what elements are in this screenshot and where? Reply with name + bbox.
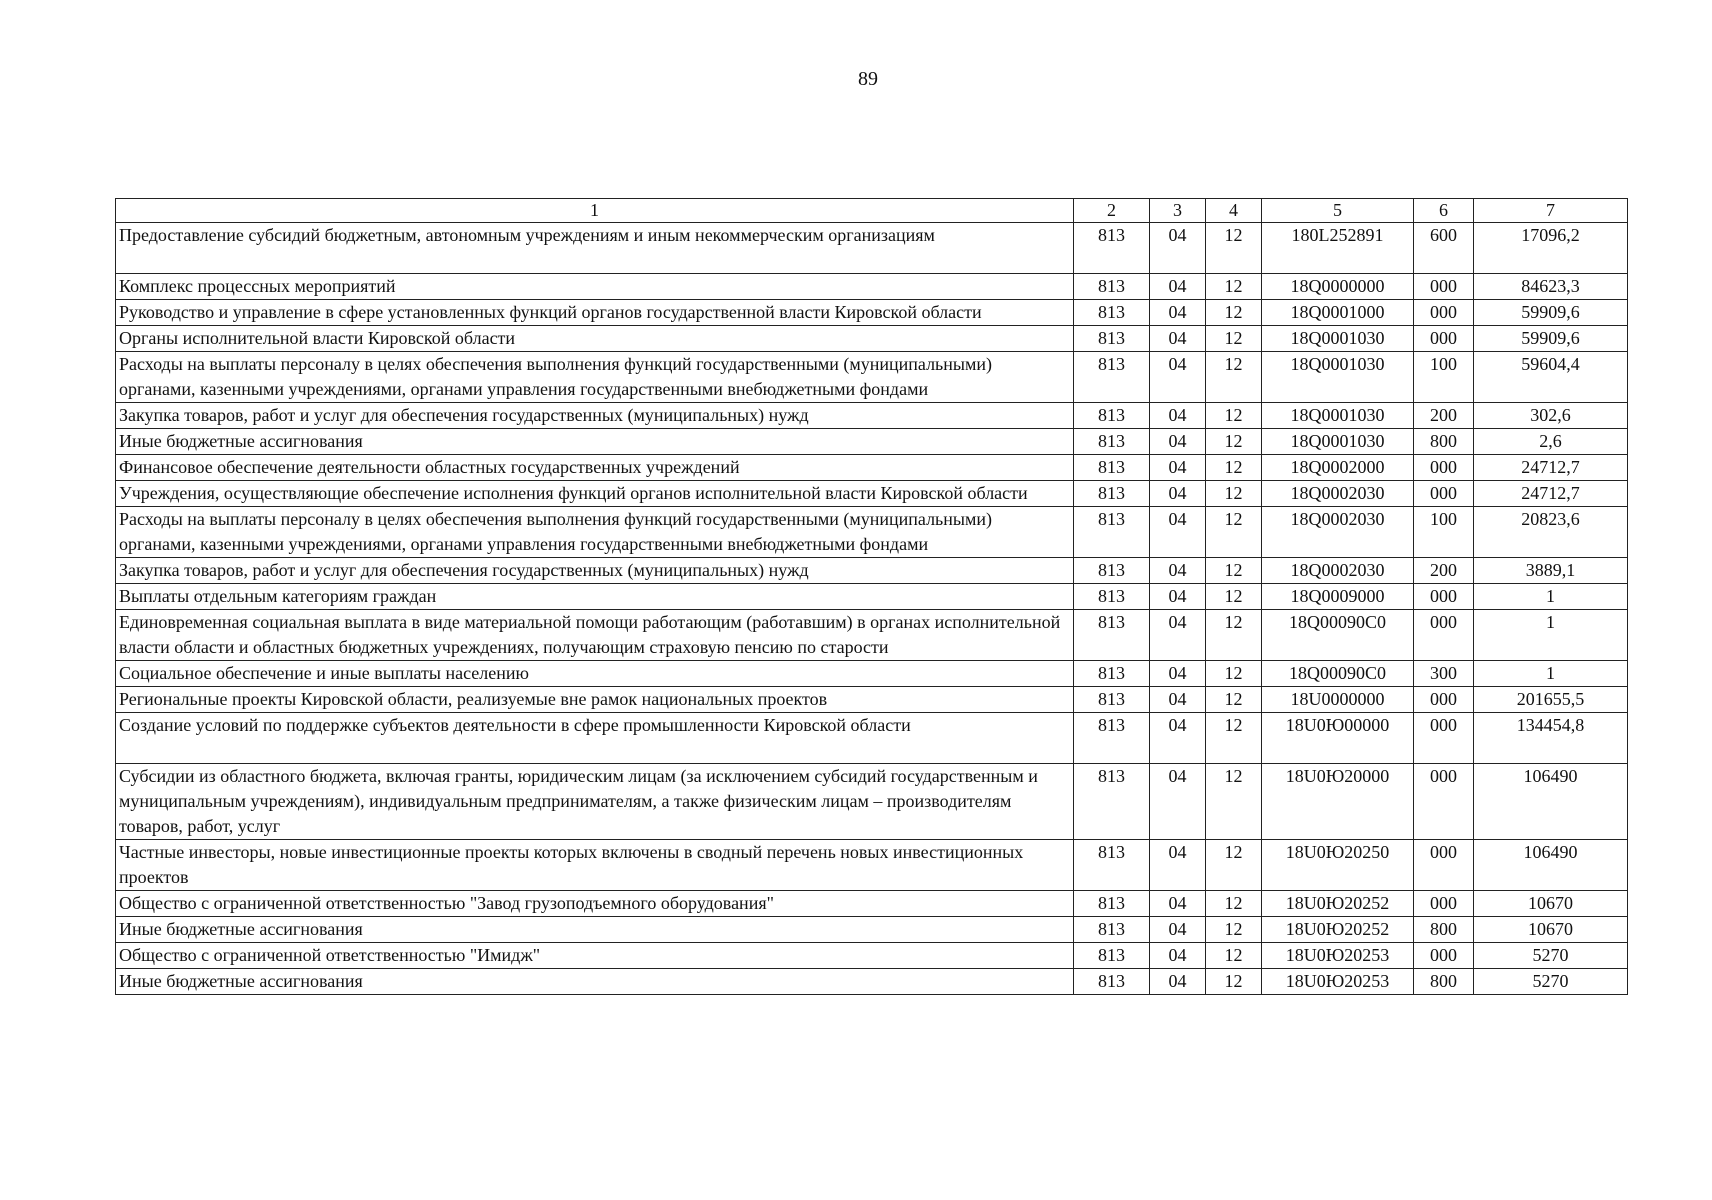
cell-col2: 813 — [1074, 713, 1150, 764]
table-row — [116, 558, 1628, 584]
cell-col5: 18U0Ю20253 — [1262, 943, 1414, 969]
cell-col3: 04 — [1150, 403, 1206, 429]
cell-col7: 10670 — [1474, 891, 1628, 917]
cell-col3: 04 — [1150, 713, 1206, 764]
row-name: Расходы на выплаты персоналу в целях обеспечения выполнения функций государственными (муниципальными) органами, казенными учреждениями, органами управления государственными внебюджетными фондами — [116, 507, 1074, 558]
cell-col2: 813 — [1074, 917, 1150, 943]
cell-col4: 12 — [1206, 352, 1262, 403]
cell-col6: 200 — [1414, 558, 1474, 584]
cell-col3: 04 — [1150, 764, 1206, 840]
cell-col2: 813 — [1074, 326, 1150, 352]
cell-col5: 18Q0002000 — [1262, 455, 1414, 481]
row-name: Органы исполнительной власти Кировской области — [116, 326, 1074, 352]
table-row — [116, 481, 1628, 507]
cell-col5: 18U0Ю00000 — [1262, 713, 1414, 764]
cell-col6: 800 — [1414, 917, 1474, 943]
cell-col3: 04 — [1150, 352, 1206, 403]
cell-col7: 84623,3 — [1474, 274, 1628, 300]
column-header-6: 6 — [1414, 199, 1474, 223]
cell-col5: 18U0Ю20000 — [1262, 764, 1414, 840]
cell-col5: 18Q0000000 — [1262, 274, 1414, 300]
cell-col3: 04 — [1150, 917, 1206, 943]
cell-col4: 12 — [1206, 713, 1262, 764]
cell-col7: 5270 — [1474, 969, 1628, 995]
row-name: Создание условий по поддержке субъектов деятельности в сфере промышленности Кировской области — [116, 713, 1074, 764]
column-header-2: 2 — [1074, 199, 1150, 223]
cell-col5: 18Q00090C0 — [1262, 661, 1414, 687]
cell-col2: 813 — [1074, 840, 1150, 891]
cell-col2: 813 — [1074, 274, 1150, 300]
row-name: Закупка товаров, работ и услуг для обеспечения государственных (муниципальных) нужд — [116, 558, 1074, 584]
cell-col5: 18U0Ю20253 — [1262, 969, 1414, 995]
cell-col4: 12 — [1206, 300, 1262, 326]
column-header-3: 3 — [1150, 199, 1206, 223]
cell-col3: 04 — [1150, 481, 1206, 507]
cell-col5: 18U0000000 — [1262, 687, 1414, 713]
cell-col7: 1 — [1474, 584, 1628, 610]
cell-col7: 17096,2 — [1474, 223, 1628, 274]
row-name: Финансовое обеспечение деятельности областных государственных учреждений — [116, 455, 1074, 481]
row-name: Социальное обеспечение и иные выплаты населению — [116, 661, 1074, 687]
cell-col3: 04 — [1150, 840, 1206, 891]
table-row — [116, 326, 1628, 352]
cell-col5: 18U0Ю20250 — [1262, 840, 1414, 891]
cell-col7: 1 — [1474, 610, 1628, 661]
cell-col4: 12 — [1206, 274, 1262, 300]
cell-col3: 04 — [1150, 507, 1206, 558]
cell-col6: 000 — [1414, 274, 1474, 300]
cell-col2: 813 — [1074, 687, 1150, 713]
table-row — [116, 661, 1628, 687]
table-row — [116, 223, 1628, 274]
page-number: 89 — [858, 68, 878, 90]
cell-col7: 106490 — [1474, 764, 1628, 840]
cell-col4: 12 — [1206, 223, 1262, 274]
cell-col3: 04 — [1150, 891, 1206, 917]
cell-col7: 134454,8 — [1474, 713, 1628, 764]
column-header-5: 5 — [1262, 199, 1414, 223]
row-name: Иные бюджетные ассигнования — [116, 917, 1074, 943]
cell-col5: 18Q0001030 — [1262, 429, 1414, 455]
cell-col6: 000 — [1414, 891, 1474, 917]
cell-col4: 12 — [1206, 455, 1262, 481]
budget-table — [115, 198, 1628, 995]
cell-col2: 813 — [1074, 558, 1150, 584]
table-row — [116, 584, 1628, 610]
cell-col5: 180L252891 — [1262, 223, 1414, 274]
cell-col4: 12 — [1206, 429, 1262, 455]
row-name: Единовременная социальная выплата в виде материальной помощи работающим (работавшим) в органах исполнительной власти области и областных бюджетных учреждениях, получающим страховую пенсию по старости — [116, 610, 1074, 661]
cell-col3: 04 — [1150, 455, 1206, 481]
cell-col7: 2,6 — [1474, 429, 1628, 455]
cell-col4: 12 — [1206, 558, 1262, 584]
cell-col2: 813 — [1074, 455, 1150, 481]
table-row — [116, 713, 1628, 764]
cell-col7: 59604,4 — [1474, 352, 1628, 403]
cell-col7: 24712,7 — [1474, 481, 1628, 507]
row-name: Расходы на выплаты персоналу в целях обеспечения выполнения функций государственными (муниципальными) органами, казенными учреждениями, органами управления государственными внебюджетными фондами — [116, 352, 1074, 403]
cell-col2: 813 — [1074, 661, 1150, 687]
cell-col3: 04 — [1150, 943, 1206, 969]
cell-col3: 04 — [1150, 429, 1206, 455]
cell-col4: 12 — [1206, 326, 1262, 352]
cell-col7: 106490 — [1474, 840, 1628, 891]
table-row — [116, 943, 1628, 969]
cell-col7: 24712,7 — [1474, 455, 1628, 481]
row-name: Частные инвесторы, новые инвестиционные проекты которых включены в сводный перечень новых инвестиционных проектов — [116, 840, 1074, 891]
table-row — [116, 610, 1628, 661]
cell-col7: 5270 — [1474, 943, 1628, 969]
cell-col6: 000 — [1414, 326, 1474, 352]
cell-col7: 1 — [1474, 661, 1628, 687]
cell-col5: 18U0Ю20252 — [1262, 917, 1414, 943]
cell-col6: 200 — [1414, 403, 1474, 429]
row-name: Выплаты отдельным категориям граждан — [116, 584, 1074, 610]
cell-col4: 12 — [1206, 610, 1262, 661]
cell-col3: 04 — [1150, 969, 1206, 995]
table-row — [116, 352, 1628, 403]
table-row — [116, 429, 1628, 455]
table-row — [116, 507, 1628, 558]
cell-col2: 813 — [1074, 764, 1150, 840]
cell-col3: 04 — [1150, 300, 1206, 326]
cell-col2: 813 — [1074, 429, 1150, 455]
cell-col4: 12 — [1206, 584, 1262, 610]
table-row — [116, 687, 1628, 713]
cell-col3: 04 — [1150, 584, 1206, 610]
table-row — [116, 274, 1628, 300]
cell-col2: 813 — [1074, 610, 1150, 661]
cell-col4: 12 — [1206, 481, 1262, 507]
cell-col2: 813 — [1074, 507, 1150, 558]
cell-col7: 59909,6 — [1474, 300, 1628, 326]
table-row — [116, 891, 1628, 917]
cell-col5: 18Q0001030 — [1262, 326, 1414, 352]
cell-col4: 12 — [1206, 969, 1262, 995]
table-row — [116, 969, 1628, 995]
cell-col6: 000 — [1414, 610, 1474, 661]
cell-col2: 813 — [1074, 223, 1150, 274]
cell-col6: 000 — [1414, 455, 1474, 481]
cell-col3: 04 — [1150, 558, 1206, 584]
cell-col5: 18Q0002030 — [1262, 558, 1414, 584]
row-name: Субсидии из областного бюджета, включая гранты, юридическим лицам (за исключением субсидий государственным и муниципальным учреждениям), индивидуальным предпринимателям, а также физическим лицам – производителям товаров, работ, услуг — [116, 764, 1074, 840]
cell-col6: 000 — [1414, 481, 1474, 507]
row-name: Иные бюджетные ассигнования — [116, 969, 1074, 995]
column-header-1: 1 — [116, 199, 1074, 223]
cell-col7: 302,6 — [1474, 403, 1628, 429]
table-row — [116, 300, 1628, 326]
cell-col6: 000 — [1414, 300, 1474, 326]
cell-col6: 000 — [1414, 840, 1474, 891]
cell-col2: 813 — [1074, 943, 1150, 969]
header-row — [116, 199, 1628, 223]
table-row — [116, 455, 1628, 481]
cell-col5: 18Q0001030 — [1262, 403, 1414, 429]
cell-col5: 18Q0009000 — [1262, 584, 1414, 610]
cell-col5: 18Q0002030 — [1262, 481, 1414, 507]
cell-col4: 12 — [1206, 891, 1262, 917]
cell-col6: 100 — [1414, 352, 1474, 403]
table-row — [116, 840, 1628, 891]
cell-col6: 800 — [1414, 969, 1474, 995]
cell-col7: 20823,6 — [1474, 507, 1628, 558]
cell-col2: 813 — [1074, 969, 1150, 995]
cell-col4: 12 — [1206, 917, 1262, 943]
row-name: Региональные проекты Кировской области, реализуемые вне рамок национальных проектов — [116, 687, 1074, 713]
cell-col5: 18Q0001030 — [1262, 352, 1414, 403]
row-name: Учреждения, осуществляющие обеспечение исполнения функций органов исполнительной власти Кировской области — [116, 481, 1074, 507]
cell-col7: 3889,1 — [1474, 558, 1628, 584]
cell-col4: 12 — [1206, 943, 1262, 969]
cell-col6: 000 — [1414, 943, 1474, 969]
row-name: Общество с ограниченной ответственностью "Имидж" — [116, 943, 1074, 969]
table-row — [116, 917, 1628, 943]
cell-col4: 12 — [1206, 764, 1262, 840]
cell-col6: 000 — [1414, 764, 1474, 840]
cell-col3: 04 — [1150, 274, 1206, 300]
cell-col4: 12 — [1206, 687, 1262, 713]
cell-col6: 800 — [1414, 429, 1474, 455]
cell-col4: 12 — [1206, 661, 1262, 687]
table-row — [116, 764, 1628, 840]
cell-col2: 813 — [1074, 584, 1150, 610]
cell-col3: 04 — [1150, 661, 1206, 687]
row-name: Общество с ограниченной ответственностью "Завод грузоподъемного оборудования" — [116, 891, 1074, 917]
column-header-7: 7 — [1474, 199, 1628, 223]
row-name: Руководство и управление в сфере установленных функций органов государственной власти Кировской области — [116, 300, 1074, 326]
cell-col6: 600 — [1414, 223, 1474, 274]
row-name: Предоставление субсидий бюджетным, автономным учреждениям и иным некоммерческим организациям — [116, 223, 1074, 274]
cell-col2: 813 — [1074, 891, 1150, 917]
cell-col7: 10670 — [1474, 917, 1628, 943]
cell-col3: 04 — [1150, 610, 1206, 661]
cell-col5: 18U0Ю20252 — [1262, 891, 1414, 917]
column-header-4: 4 — [1206, 199, 1262, 223]
row-name: Иные бюджетные ассигнования — [116, 429, 1074, 455]
cell-col6: 000 — [1414, 584, 1474, 610]
cell-col6: 000 — [1414, 687, 1474, 713]
cell-col5: 18Q0001000 — [1262, 300, 1414, 326]
cell-col2: 813 — [1074, 481, 1150, 507]
cell-col7: 201655,5 — [1474, 687, 1628, 713]
cell-col5: 18Q00090C0 — [1262, 610, 1414, 661]
cell-col4: 12 — [1206, 507, 1262, 558]
cell-col7: 59909,6 — [1474, 326, 1628, 352]
cell-col3: 04 — [1150, 326, 1206, 352]
cell-col3: 04 — [1150, 687, 1206, 713]
cell-col4: 12 — [1206, 403, 1262, 429]
cell-col4: 12 — [1206, 840, 1262, 891]
cell-col2: 813 — [1074, 352, 1150, 403]
cell-col2: 813 — [1074, 403, 1150, 429]
cell-col6: 300 — [1414, 661, 1474, 687]
row-name: Закупка товаров, работ и услуг для обеспечения государственных (муниципальных) нужд — [116, 403, 1074, 429]
cell-col6: 100 — [1414, 507, 1474, 558]
cell-col5: 18Q0002030 — [1262, 507, 1414, 558]
row-name: Комплекс процессных мероприятий — [116, 274, 1074, 300]
cell-col3: 04 — [1150, 223, 1206, 274]
cell-col2: 813 — [1074, 300, 1150, 326]
cell-col6: 000 — [1414, 713, 1474, 764]
table-row — [116, 403, 1628, 429]
